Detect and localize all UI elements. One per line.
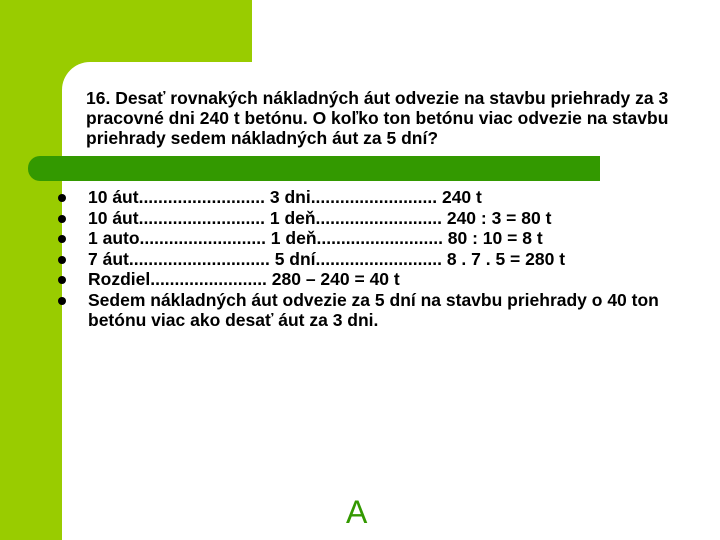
bullet-text: 10 áut.......................... 1 deň.......................... 240 : 3 = 80 t [88,207,552,228]
list-item [58,228,678,249]
bullet-text: Sedem nákladných áut odvezie za 5 dní na stavbu priehrady o 40 ton betónu viac ako desať áut za 3 dni. [88,289,659,330]
list-item [58,187,678,208]
bullet-text: 1 auto.......................... 1 deň.......................... 80 : 10 = 8 t [88,228,543,248]
bullet-icon [58,297,66,305]
bullet-text: Rozdiel........................ 280 – 240 = 40 t [88,269,400,289]
bullet-icon [58,276,66,284]
bullet-text: 10 áut.......................... 3 dni.......................... 240 t [88,187,482,207]
bullet-icon [58,215,66,223]
title-divider-bar [28,156,600,181]
list-item [58,249,678,270]
bullet-list [58,187,678,331]
list-item [58,269,678,290]
bullet-text: 7 áut............................. 5 dní.......................... 8 . 7 . 5 = 280 t [88,248,566,269]
bullet-icon [58,256,66,264]
bullet-icon [58,235,66,243]
bullet-icon [58,194,66,202]
footer-letter: A [346,494,368,530]
list-item [58,208,678,229]
slide-title: 16. Desať rovnakých nákladných áut odvezie na stavbu priehrady za 3 pracovné dni 240 t betónu. O koľko ton betónu viac odvezie na stavbu priehrady sedem nákladných áut za 5 dní? [86,88,669,148]
list-item [58,290,678,331]
